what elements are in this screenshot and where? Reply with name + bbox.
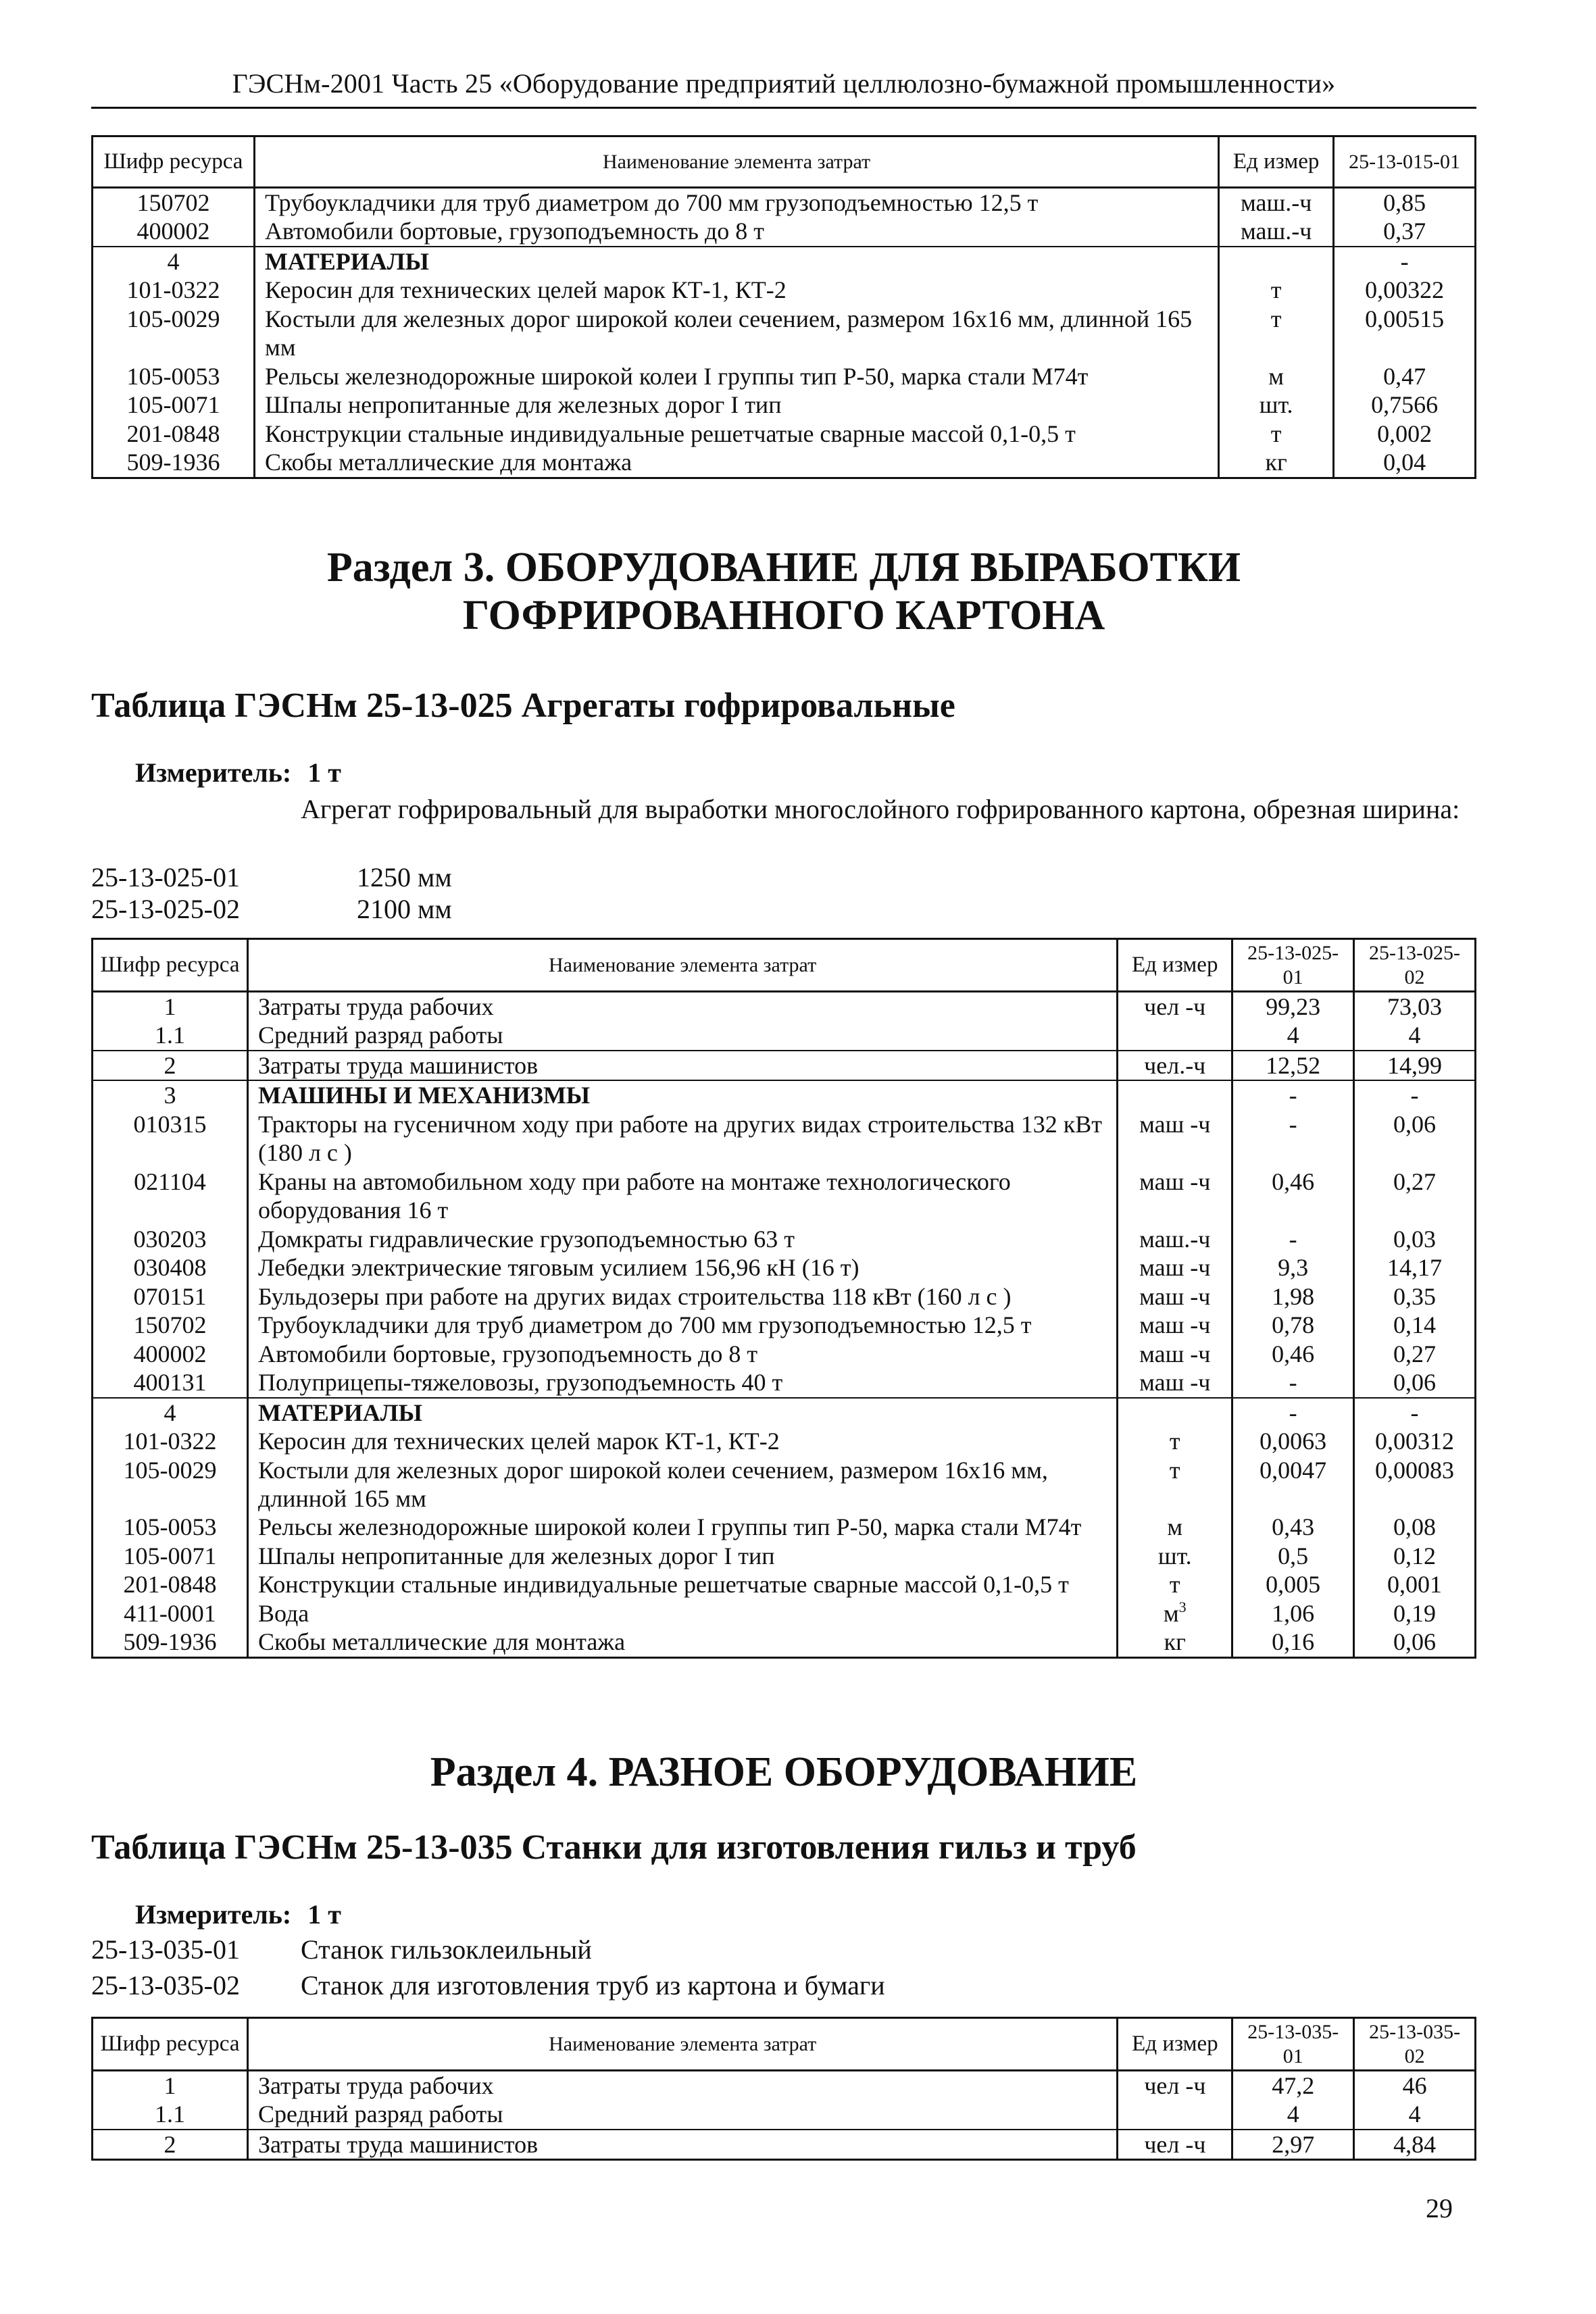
- cost-element-name: Керосин для технических целей марок КТ-1, КТ-2: [254, 276, 1218, 304]
- norm-value: 0,00083: [1354, 1456, 1476, 1513]
- norm-value: 46: [1354, 2071, 1476, 2101]
- norm-value: -: [1232, 1225, 1354, 1253]
- table-row: [93, 247, 1476, 276]
- cost-element-name: Автомобили бортовые, грузоподъемность до 8 т: [254, 217, 1218, 246]
- norm-value: 0,14: [1354, 1311, 1476, 1339]
- col-header-norm-01: 25-13-035-01: [1232, 2018, 1354, 2071]
- cost-element-name: Затраты труда машинистов: [247, 1051, 1117, 1080]
- meter-line: [135, 757, 341, 788]
- unit-text: маш -ч: [1139, 1369, 1211, 1397]
- table-row: [93, 1570, 1476, 1599]
- cost-element-name: Трубоукладчики для труб диаметром до 700 мм грузоподъемностью 12,5 т: [247, 1311, 1117, 1339]
- resource-code: 1: [93, 2071, 248, 2101]
- resource-code: 1.1: [93, 1021, 248, 1050]
- table-row: [93, 276, 1476, 304]
- meter-value: 1 т: [307, 757, 341, 788]
- resource-code: 105-0071: [93, 391, 255, 419]
- unit-of-measure: [1219, 362, 1334, 391]
- unit-of-measure: [1219, 188, 1334, 218]
- norm-value: 0,19: [1354, 1599, 1476, 1628]
- table-row: [93, 1167, 1476, 1225]
- norm-value: 0,00515: [1334, 305, 1476, 362]
- norm-value: -: [1354, 1080, 1476, 1109]
- norm-value: 0,00312: [1354, 1427, 1476, 1455]
- unit-of-measure: [1118, 1628, 1232, 1657]
- table-row: [93, 1282, 1476, 1311]
- table-row: [93, 448, 1476, 478]
- cost-element-name: Средний разряд работы: [247, 1021, 1117, 1050]
- resource-code: 201-0848: [93, 1570, 248, 1599]
- unit-of-measure: [1118, 2100, 1232, 2129]
- unit-of-measure: [1118, 1282, 1232, 1311]
- resource-code: 509-1936: [93, 1628, 248, 1657]
- col-header-unit: Ед измер: [1118, 2018, 1232, 2071]
- variant-code: 25-13-035-01: [91, 1934, 240, 1965]
- unit-of-measure: [1219, 391, 1334, 419]
- variant-code: 25-13-025-02: [91, 894, 240, 924]
- col-header-name: Наименование элемента затрат: [247, 2018, 1117, 2071]
- variant-text: 1250 мм: [357, 862, 452, 892]
- col-header-unit: Ед измер: [1219, 136, 1334, 188]
- table-body: [93, 188, 1476, 478]
- variant-text: Станок для изготовления труб из картона и бумаги: [301, 1970, 885, 2001]
- unit-of-measure: [1118, 2130, 1232, 2160]
- resource-code: 4: [93, 247, 255, 276]
- table-row: [93, 1340, 1476, 1368]
- unit-of-measure: [1118, 1427, 1232, 1455]
- cost-element-name: Шпалы непропитанные для железных дорог I тип: [254, 391, 1218, 419]
- norm-value: 4: [1232, 1021, 1354, 1050]
- resource-code: 070151: [93, 1282, 248, 1311]
- unit-text: т: [1169, 1428, 1180, 1455]
- unit-text: т: [1270, 276, 1282, 304]
- table-row: [93, 188, 1476, 218]
- resource-code: 2: [93, 1051, 248, 1080]
- cost-element-name: Скобы металлические для монтажа: [247, 1628, 1117, 1657]
- unit-of-measure: [1118, 1398, 1232, 1427]
- resource-code: 010315: [93, 1110, 248, 1167]
- table-row: [93, 1456, 1476, 1513]
- col-header-code: Шифр ресурса: [93, 2018, 248, 2071]
- unit-of-measure: [1118, 1051, 1232, 1080]
- norm-value: 0,06: [1354, 1628, 1476, 1657]
- cost-element-name: МАТЕРИАЛЫ: [254, 247, 1218, 276]
- table-row: [93, 420, 1476, 448]
- norm-value: 1,98: [1232, 1282, 1354, 1311]
- meter-label: Измеритель:: [135, 1899, 292, 1930]
- norm-value: -: [1232, 1368, 1354, 1397]
- meter-value: 1 т: [307, 1899, 341, 1930]
- cost-table-25-13-035: [91, 2017, 1476, 2161]
- table-row: [93, 1542, 1476, 1570]
- norm-value: 0,35: [1354, 1282, 1476, 1311]
- norm-value: 4,84: [1354, 2130, 1476, 2160]
- unit-of-measure: [1118, 1311, 1232, 1339]
- norm-value: 2,97: [1232, 2130, 1354, 2160]
- norm-value: 0,7566: [1334, 391, 1476, 419]
- cost-element-name: Шпалы непропитанные для железных дорог I тип: [247, 1542, 1117, 1570]
- resource-code: 2: [93, 2130, 248, 2160]
- norm-value: 47,2: [1232, 2071, 1354, 2101]
- resource-code: 105-0029: [93, 305, 255, 362]
- unit-text: маш -ч: [1139, 1167, 1211, 1195]
- cost-element-name: МАТЕРИАЛЫ: [247, 1398, 1117, 1427]
- table-row: [93, 1513, 1476, 1541]
- norm-value: 0,78: [1232, 1311, 1354, 1339]
- unit-text: маш -ч: [1139, 1110, 1211, 1138]
- table-row: [93, 1080, 1476, 1109]
- cost-element-name: Конструкции стальные индивидуальные решетчатые сварные массой 0,1-0,5 т: [247, 1570, 1117, 1599]
- cost-element-name: Тракторы на гусеничном ходу при работе на других видах строительства 132 кВт (180 л с ): [247, 1110, 1117, 1167]
- norm-value: 0,46: [1232, 1167, 1354, 1225]
- norm-value: 0,16: [1232, 1628, 1354, 1657]
- table-title-25-13-025: Таблица ГЭСНм 25-13-025 Агрегаты гофрировальные: [91, 686, 955, 725]
- unit-of-measure: [1118, 1110, 1232, 1167]
- table-row: [93, 391, 1476, 419]
- cost-table-25-13-025: [91, 938, 1476, 1659]
- table-body: [93, 2071, 1476, 2160]
- cost-element-name: Скобы металлические для монтажа: [254, 448, 1218, 478]
- table-row: [93, 1311, 1476, 1339]
- norm-value: 0,08: [1354, 1513, 1476, 1541]
- norm-value: 4: [1354, 1021, 1476, 1050]
- cost-element-name: МАШИНЫ И МЕХАНИЗМЫ: [247, 1080, 1117, 1109]
- resource-code: 400002: [93, 217, 255, 246]
- unit-of-measure: [1118, 992, 1232, 1022]
- resource-code: 411-0001: [93, 1599, 248, 1628]
- table-row: [93, 2071, 1476, 2101]
- table-row: [93, 1398, 1476, 1427]
- norm-value: 0,001: [1354, 1570, 1476, 1599]
- unit-of-measure: [1219, 217, 1334, 246]
- resource-code: 1: [93, 992, 248, 1022]
- resource-code: 101-0322: [93, 276, 255, 304]
- table-row: [93, 1225, 1476, 1253]
- running-header: ГЭСНм-2001 Часть 25 «Оборудование предприятий целлюлозно-бумажной промышленности»: [232, 68, 1336, 99]
- resource-code: 1.1: [93, 2100, 248, 2129]
- norm-value: 9,3: [1232, 1253, 1354, 1282]
- unit-text: шт.: [1259, 391, 1293, 419]
- unit-text: чел -ч: [1144, 2072, 1206, 2099]
- unit-of-measure: [1118, 1167, 1232, 1225]
- cost-element-name: Затраты труда рабочих: [247, 2071, 1117, 2101]
- cost-element-name: Бульдозеры при работе на других видах строительства 118 кВт (160 л с ): [247, 1282, 1117, 1311]
- section-3-title: Раздел 3. ОБОРУДОВАНИЕ ДЛЯ ВЫРАБОТКИ ГОФРИРОВАННОГО КАРТОНА: [326, 545, 1241, 639]
- unit-text: чел -ч: [1144, 2130, 1206, 2158]
- unit-text: чел -ч: [1144, 993, 1206, 1020]
- col-header-norm-02: 25-13-035-02: [1354, 2018, 1476, 2071]
- table-row: [93, 362, 1476, 391]
- unit-of-measure: [1219, 305, 1334, 362]
- unit-of-measure: [1118, 1368, 1232, 1397]
- cost-element-name: Вода: [247, 1599, 1117, 1628]
- unit-text: м: [1268, 362, 1285, 390]
- unit-text: маш -ч: [1139, 1282, 1211, 1310]
- unit-text: маш -ч: [1139, 1311, 1211, 1339]
- table-row: [93, 2130, 1476, 2160]
- col-header-unit: Ед измер: [1118, 939, 1232, 992]
- cost-element-name: Затраты труда машинистов: [247, 2130, 1117, 2160]
- col-header-name: Наименование элемента затрат: [254, 136, 1218, 188]
- table-row: [93, 1110, 1476, 1167]
- unit-of-measure: [1219, 276, 1334, 304]
- resource-code: 400002: [93, 1340, 248, 1368]
- norm-value: 0,27: [1354, 1167, 1476, 1225]
- norm-value: 0,04: [1334, 448, 1476, 478]
- variant-text: Станок гильзоклеильный: [301, 1934, 592, 1965]
- unit-text: маш.-ч: [1240, 189, 1312, 216]
- unit-text: маш -ч: [1139, 1254, 1211, 1282]
- cost-element-name: Затраты труда рабочих: [247, 992, 1117, 1022]
- table-row: [93, 305, 1476, 362]
- meter-label: Измеритель:: [135, 757, 292, 788]
- table-row: [93, 1599, 1476, 1628]
- norm-value: -: [1232, 1398, 1354, 1427]
- table-body: [93, 992, 1476, 1658]
- unit-text: маш.-ч: [1139, 1225, 1211, 1253]
- norm-value: 0,27: [1354, 1340, 1476, 1368]
- col-header-code: Шифр ресурса: [93, 136, 255, 188]
- norm-value: -: [1232, 1110, 1354, 1167]
- resource-code: 150702: [93, 188, 255, 218]
- unit-of-measure: [1118, 1570, 1232, 1599]
- col-header-code: Шифр ресурса: [93, 939, 248, 992]
- cost-element-name: Автомобили бортовые, грузоподъемность до 8 т: [247, 1340, 1117, 1368]
- unit-of-measure: [1118, 1456, 1232, 1513]
- resource-code: 201-0848: [93, 420, 255, 448]
- unit-of-measure: [1118, 1340, 1232, 1368]
- meter-line: [135, 1898, 341, 1930]
- cost-table-25-13-015: [91, 135, 1476, 479]
- resource-code: 4: [93, 1398, 248, 1427]
- table-row: [93, 1427, 1476, 1455]
- resource-code: 105-0053: [93, 1513, 248, 1541]
- resource-code: 030203: [93, 1225, 248, 1253]
- table-row: [93, 2100, 1476, 2129]
- table-row: [93, 217, 1476, 246]
- unit-text: т: [1169, 1456, 1180, 1484]
- header-rule: [91, 107, 1476, 109]
- norm-value: 0,005: [1232, 1570, 1354, 1599]
- unit-text: т: [1270, 420, 1282, 447]
- table-row: [93, 1253, 1476, 1282]
- cost-element-name: Рельсы железнодорожные широкой колеи I группы тип Р-50, марка стали М74т: [247, 1513, 1117, 1541]
- unit-superscript: 3: [1178, 1598, 1187, 1615]
- unit-text: т: [1270, 305, 1282, 332]
- resource-code: 030408: [93, 1253, 248, 1282]
- col-header-name: Наименование элемента затрат: [247, 939, 1117, 992]
- cost-element-name: Средний разряд работы: [247, 2100, 1117, 2129]
- resource-code: 509-1936: [93, 448, 255, 478]
- table-row: [93, 992, 1476, 1022]
- resource-code: 150702: [93, 1311, 248, 1339]
- resource-code: 105-0029: [93, 1456, 248, 1513]
- unit-text: кг: [1164, 1628, 1186, 1656]
- norm-value: 0,0063: [1232, 1427, 1354, 1455]
- unit-of-measure: [1118, 1021, 1232, 1050]
- unit-of-measure: [1118, 1599, 1232, 1628]
- unit-text: чел.-ч: [1144, 1051, 1206, 1079]
- resource-code: 105-0071: [93, 1542, 248, 1570]
- table-description: Агрегат гофрировальный для выработки многослойного гофрированного картона, обрезная ширина:: [301, 794, 1460, 824]
- resource-code: 021104: [93, 1167, 248, 1225]
- resource-code: 105-0053: [93, 362, 255, 391]
- norm-value: 0,37: [1334, 217, 1476, 246]
- norm-value: 0,0047: [1232, 1456, 1354, 1513]
- unit-of-measure: [1118, 1542, 1232, 1570]
- norm-value: 73,03: [1354, 992, 1476, 1022]
- norm-value: 14,17: [1354, 1253, 1476, 1282]
- unit-of-measure: [1118, 1253, 1232, 1282]
- resource-code: 400131: [93, 1368, 248, 1397]
- unit-text: т: [1169, 1571, 1180, 1599]
- unit-text: кг: [1265, 449, 1287, 476]
- unit-of-measure: [1219, 448, 1334, 478]
- cost-element-name: Краны на автомобильном ходу при работе на монтаже технологического оборудования 16 т: [247, 1167, 1117, 1225]
- norm-value: 14,99: [1354, 1051, 1476, 1080]
- unit-of-measure: [1219, 247, 1334, 276]
- norm-value: 4: [1232, 2100, 1354, 2129]
- unit-of-measure: [1118, 2071, 1232, 2101]
- section-4-title: Раздел 4. РАЗНОЕ ОБОРУДОВАНИЕ: [430, 1749, 1138, 1795]
- norm-value: 0,5: [1232, 1542, 1354, 1570]
- unit-text: маш -ч: [1139, 1340, 1211, 1367]
- page-number: 29: [1426, 2193, 1453, 2223]
- table-row: [93, 1368, 1476, 1397]
- col-header-norm: 25-13-015-01: [1334, 136, 1476, 188]
- norm-value: 0,06: [1354, 1368, 1476, 1397]
- norm-value: 0,002: [1334, 420, 1476, 448]
- unit-text: м: [1167, 1513, 1183, 1541]
- col-header-norm-01: 25-13-025-01: [1232, 939, 1354, 992]
- unit-text: м: [1163, 1599, 1179, 1627]
- norm-value: 0,03: [1354, 1225, 1476, 1253]
- norm-value: 1,06: [1232, 1599, 1354, 1628]
- cost-element-name: Керосин для технических целей марок КТ-1, КТ-2: [247, 1427, 1117, 1455]
- norm-value: -: [1354, 1398, 1476, 1427]
- table-row: [93, 1021, 1476, 1050]
- norm-value: 0,47: [1334, 362, 1476, 391]
- unit-of-measure: [1118, 1080, 1232, 1109]
- norm-value: 0,12: [1354, 1542, 1476, 1570]
- cost-element-name: Домкраты гидравлические грузоподъемностью 63 т: [247, 1225, 1117, 1253]
- table-row: [93, 1628, 1476, 1657]
- norm-value: 4: [1354, 2100, 1476, 2129]
- unit-of-measure: [1219, 420, 1334, 448]
- norm-value: 0,00322: [1334, 276, 1476, 304]
- variant-code: 25-13-035-02: [91, 1970, 240, 2001]
- table-row: [93, 1051, 1476, 1080]
- variant-code: 25-13-025-01: [91, 862, 240, 892]
- unit-of-measure: [1118, 1225, 1232, 1253]
- variant-text: 2100 мм: [357, 894, 452, 924]
- table-title-25-13-035: Таблица ГЭСНм 25-13-035 Станки для изготовления гильз и труб: [91, 1828, 1137, 1867]
- resource-code: 3: [93, 1080, 248, 1109]
- resource-code: 101-0322: [93, 1427, 248, 1455]
- norm-value: -: [1232, 1080, 1354, 1109]
- cost-element-name: Лебедки электрические тяговым усилием 156,96 кН (16 т): [247, 1253, 1117, 1282]
- unit-of-measure: [1118, 1513, 1232, 1541]
- unit-text: маш.-ч: [1240, 218, 1312, 245]
- cost-element-name: Конструкции стальные индивидуальные решетчатые сварные массой 0,1-0,5 т: [254, 420, 1218, 448]
- cost-element-name: Полуприцепы-тяжеловозы, грузоподъемность 40 т: [247, 1368, 1117, 1397]
- cost-element-name: Костыли для железных дорог широкой колеи сечением, размером 16х16 мм, длинной 165 мм: [254, 305, 1218, 362]
- cost-element-name: Рельсы железнодорожные широкой колеи I группы тип Р-50, марка стали М74т: [254, 362, 1218, 391]
- norm-value: 99,23: [1232, 992, 1354, 1022]
- cost-element-name: Костыли для железных дорог широкой колеи сечением, размером 16х16 мм, длинной 165 мм: [247, 1456, 1117, 1513]
- norm-value: 0,85: [1334, 188, 1476, 218]
- norm-value: -: [1334, 247, 1476, 276]
- norm-value: 12,52: [1232, 1051, 1354, 1080]
- unit-text: шт.: [1157, 1542, 1192, 1569]
- norm-value: 0,43: [1232, 1513, 1354, 1541]
- norm-value: 0,46: [1232, 1340, 1354, 1368]
- col-header-norm-02: 25-13-025-02: [1354, 939, 1476, 992]
- cost-element-name: Трубоукладчики для труб диаметром до 700 мм грузоподъемностью 12,5 т: [254, 188, 1218, 218]
- norm-value: 0,06: [1354, 1110, 1476, 1167]
